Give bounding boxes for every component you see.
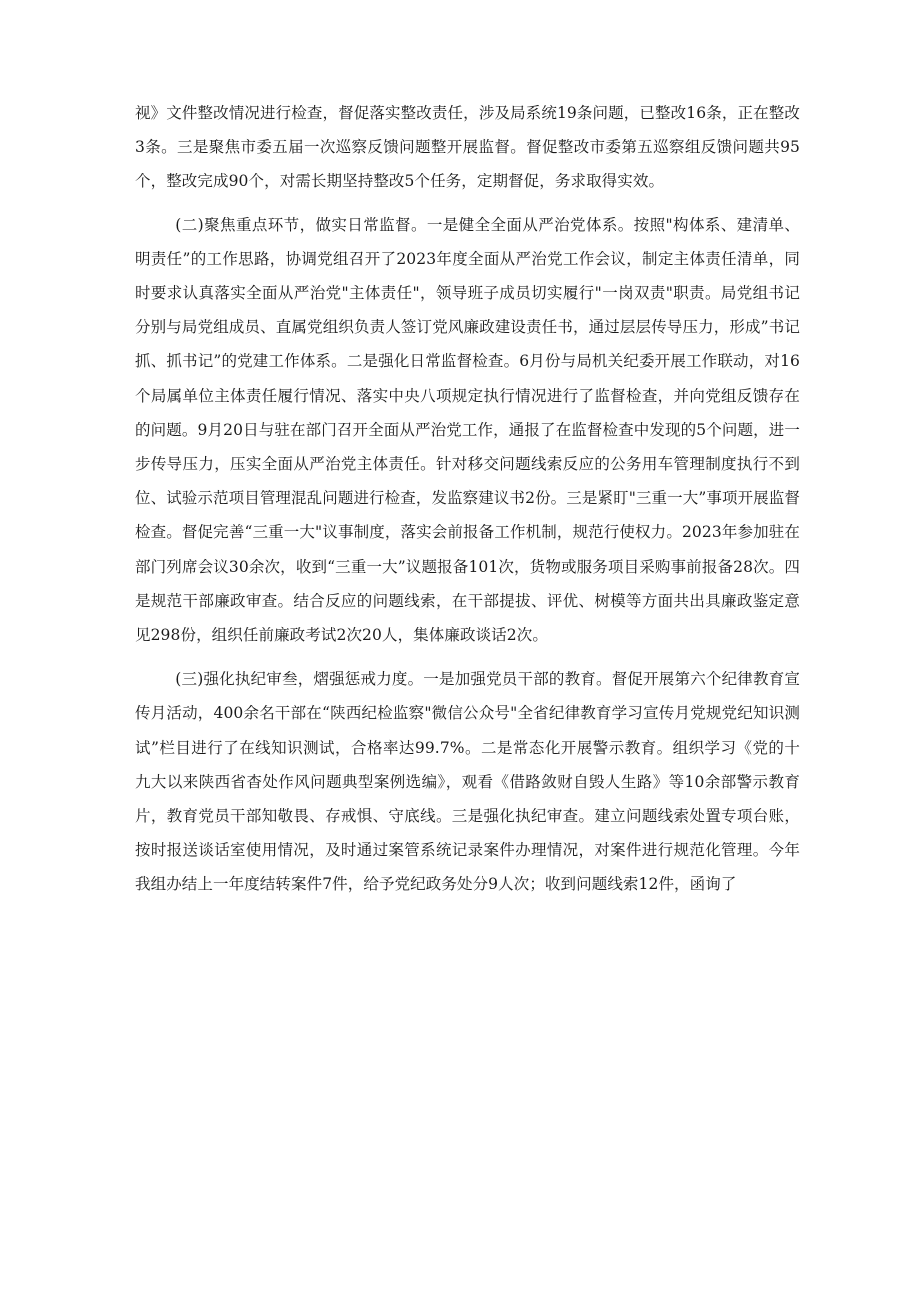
paragraph-continued-rectification: 视》文件整改情况进行检查，督促落实整改责任，涉及局系统19条问题，已整改16条，正在整改3条。三是聚焦市委五届一次巡察反馈问题整开展监督。督促整改市委第五巡察组反馈问题共95个，整改完成90个，对需长期坚持整改5个任务，定期督促，务求取得实效。 (135, 104, 800, 191)
paragraph-daily-supervision: (二)聚焦重点环节，做实日常监督。一是健全全面从严治党体系。按照"构体系、建清单、明责任”的工作思路，协调党组召开了2023年度全面从严治党工作会议，制定主体责任清单，同时要求认真落实全面从严治党"主体责任"，领导班子成员切实履行"一岗双责"职责。局党组书记分别与局党组成员、直属党组织负责人签订党风廉政建设责任书，通过层层传导压力，形成”书记抓、抓书记”的党建工作体系。二是强化日常监督检查。6月份与局机关纪委开展工作联动，对16个局属单位主体责任履行情况、落实中央八项规定执行情况进行了监督检查，并向党组反馈存在的问题。9月20日与驻在部门召开全面从严治党工作，通报了在监督检查中发现的5个问题，进一步传导压力，压实全面从严治党主体责任。针对移交问题线索反应的公务用车管理制度执行不到位、试验示范项目管理混乱问题进行检查，发监察建议书2份。三是紧盯"三重一大”事项开展监督检查。督促完善“三重一大"议事制度，落实会前报备工作机制，规范行使权力。2023年参加驻在部门列席会议30余次，收到“三重一大”议题报备101次，货物或服务项目采购事前报备28次。四是规范干部廉政审查。结合反应的问题线索，在干部提拔、评优、树模等方面共出具廉政鉴定意见298份，组织任前廉政考试2次20人，集体廉政谈话2次。 (135, 215, 800, 645)
paragraph-discipline-enforcement: (三)强化执纪审叁，熠强惩戒力度。一是加强党员干部的教育。督促开展第六个纪律教育宣传月活动，400余名干部在“陕西纪检监察"微信公众号"全省纪律教育学习宣传月党规党纪知识测试”栏目进行了在线知识测试，合格率达99.7%。二是常态化开展警示教育。组织学习《党的十九大以来陕西省杳处作风问题典型案例选编》，观看《借路敛财自毁人生路》等10余部警示教育片，教育党员干部知敬畏、存戒惧、守底线。三是强化执纪审查。建立问题线索处置专项台账，按时报送谈话室使用情况，及时通过案管系统记录案件办理情况，对案件进行规范化管理。今年我组办结上一年度结转案件7件，给予党纪政务处分9人次；收到问题线索12件，函询了 (135, 670, 800, 894)
document-body (135, 96, 800, 902)
